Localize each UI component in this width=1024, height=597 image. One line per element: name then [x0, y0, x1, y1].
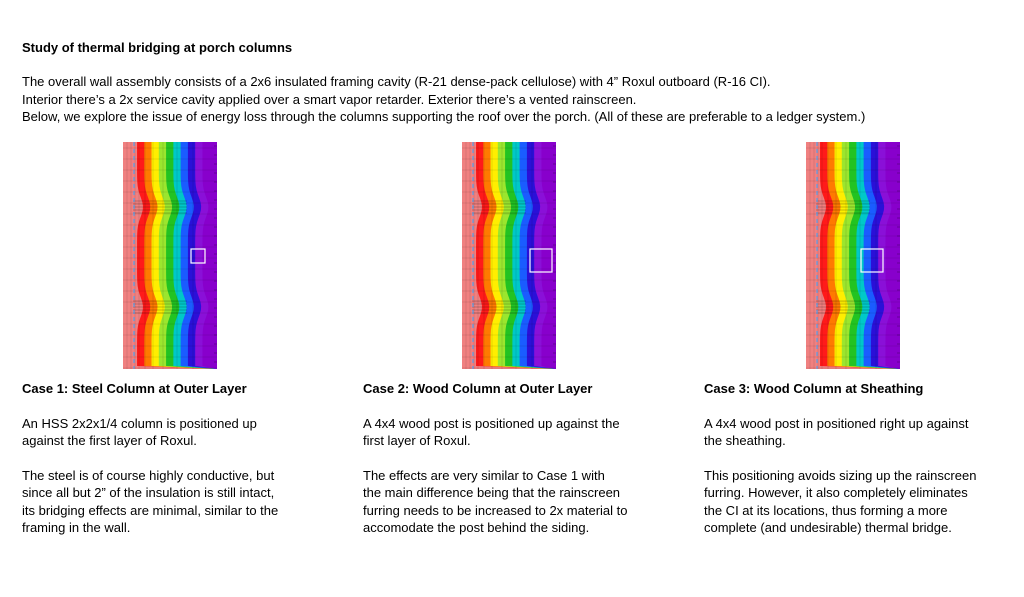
case-2-description: [363, 380, 663, 554]
case-2-thermal-figure: [462, 142, 556, 369]
case-3-paragraph: This positioning avoids sizing up the rainscreen furring. However, it also completely eliminates the CI at its locations, thus forming a more complete (and undesirable) thermal bridge.: [704, 467, 977, 535]
thermal-gradient-graphic: [123, 142, 217, 369]
case-2-title: Case 2: Wood Column at Outer Layer: [363, 381, 593, 396]
case-3-paragraph: A 4x4 wood post in positioned right up against the sheathing.: [704, 415, 969, 448]
intro-line: Interior there’s a 2x service cavity applied over a smart vapor retarder. Exterior there’s a vented rainscreen.: [22, 91, 637, 107]
intro-line: The overall wall assembly consists of a 2x6 insulated framing cavity (R-21 dense-pack cellulose) with 4” Roxul outboard (R-16 CI).: [22, 74, 771, 89]
intro-line: Below, we explore the issue of energy loss through the columns supporting the roof over the porch. (All of these are preferable to a ledger system.): [22, 109, 866, 124]
intro-text: [22, 73, 865, 126]
case-3-title: Case 3: Wood Column at Sheathing: [704, 381, 924, 396]
case-3-thermal-figure: [806, 142, 900, 369]
thermal-gradient-graphic: [462, 142, 556, 369]
case-1-description: [22, 380, 322, 554]
case-1-title: Case 1: Steel Column at Outer Layer: [22, 381, 247, 396]
case-1-paragraph: The steel is of course highly conductive, but since all but 2” of the insulation is still intact, its bridging effects are minimal, similar to the framing in the wall.: [22, 467, 279, 535]
case-1-thermal-figure: [123, 142, 217, 369]
case-3-description: [704, 380, 1004, 554]
case-1-paragraph: An HSS 2x2x1/4 column is positioned up against the first layer of Roxul.: [22, 415, 257, 448]
case-2-paragraph: A 4x4 wood post is positioned up against the first layer of Roxul.: [363, 415, 620, 448]
case-2-paragraph: The effects are very similar to Case 1 with the main difference being that the rainscreen furring needs to be increased to 2x material to accomodate the post behind the siding.: [363, 467, 628, 535]
thermal-gradient-graphic: [806, 142, 900, 369]
page-title: Study of thermal bridging at porch columns: [22, 40, 293, 55]
